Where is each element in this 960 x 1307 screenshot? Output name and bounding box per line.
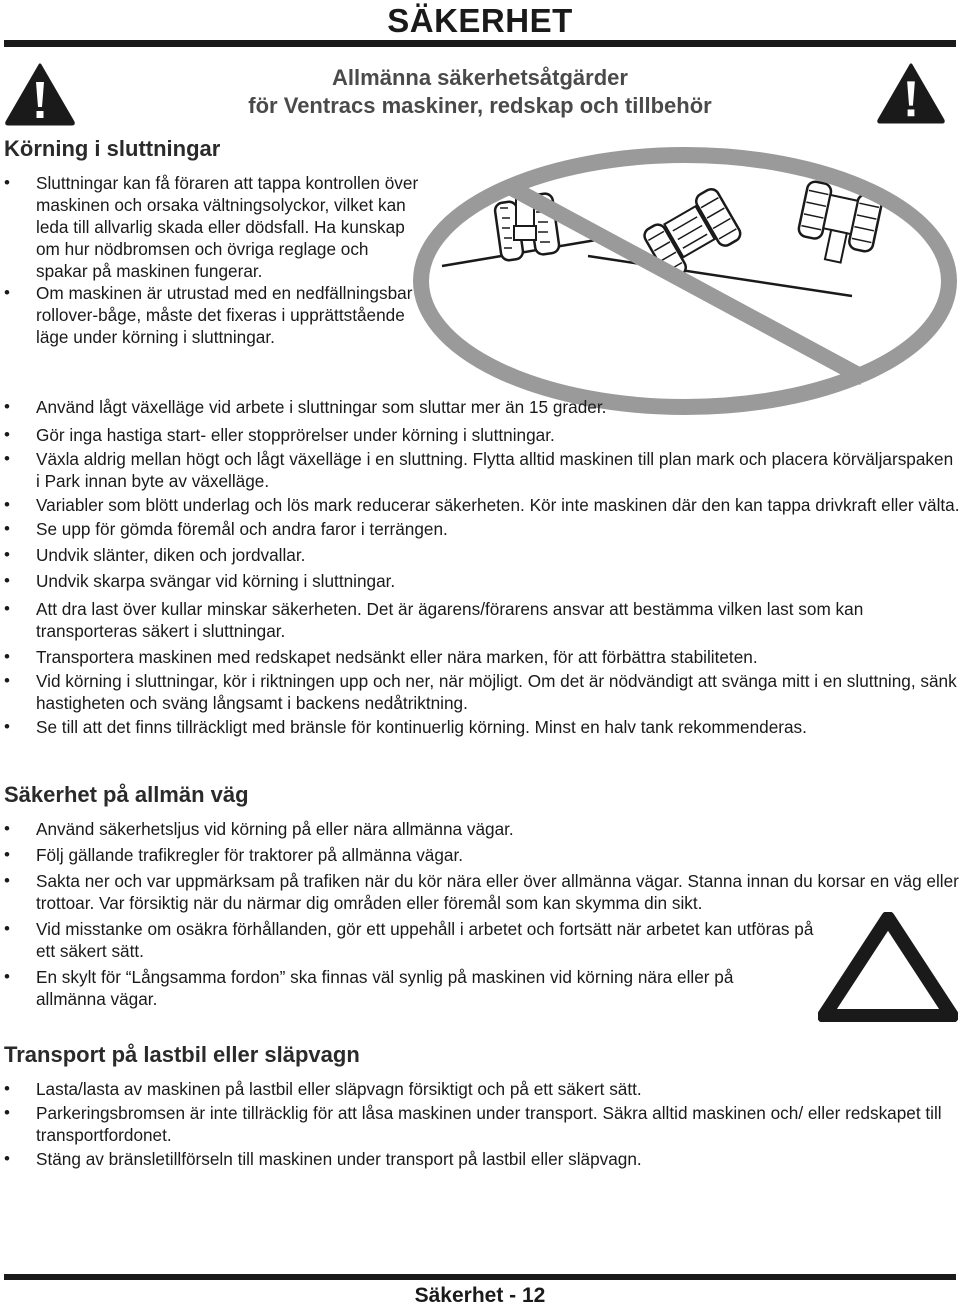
subtitle <box>150 64 810 120</box>
slopes-list <box>0 396 960 738</box>
list-item: • Sluttningar kan få föraren att tappa kontrollen över maskinen och orsaka vältningsolyckor, vilket kan leda till allvarlig skada eller dödsfall. Ha kunskap om hur nödbromsen och övriga reglage och spakar på maskinen fungerar. <box>0 172 420 282</box>
list-item: • Lasta/lasta av maskinen på lastbil eller släpvagn försiktigt och på ett säkert sätt. <box>0 1078 960 1100</box>
list-item: • Variabler som blött underlag och lös mark reducerar säkerheten. Kör inte maskinen där den kan tappa drivkraft eller välta. <box>0 494 960 516</box>
list-item: • Att dra last över kullar minskar säkerheten. Det är ägarens/förarens ansvar att bestämma vilken last som kan transporteras säkert i sluttningar. <box>0 598 960 642</box>
list-item: • Om maskinen är utrustad med en nedfällningsbar rollover-båge, måste det fixeras i upprättstående läge under körning i sluttningar. <box>0 282 420 348</box>
warning-triangle-icon <box>4 62 76 126</box>
list-item: • Undvik skarpa svängar vid körning i sluttningar. <box>0 570 960 592</box>
list-item: • Se till att det finns tillräckligt med bränsle för kontinuerlig körning. Minst en halv tank rekommenderas. <box>0 716 960 738</box>
list-item: • Undvik slänter, diken och jordvallar. <box>0 544 960 566</box>
list-item: • En skylt för “Långsamma fordon” ska finnas väl synlig på maskinen vid körning nära eller på allmänna vägar. <box>0 966 790 1010</box>
list-item: • Vid körning i sluttningar, kör i riktningen upp och ner, när möjligt. Om det är nödvändigt att svänga mitt i en sluttning, sänk hastigheten och sväng långsamt i backens nedåtriktning. <box>0 670 960 714</box>
list-item: • Stäng av bränsletillförseln till maskinen under transport på lastbil eller släpvagn. <box>0 1148 960 1170</box>
list-item: • Gör inga hastiga start- eller stopprörelser under körning i sluttningar. <box>0 424 960 446</box>
list-item: • Se upp för gömda föremål och andra faror i terrängen. <box>0 518 960 540</box>
slow-moving-vehicle-sign <box>818 912 958 1022</box>
list-item: • Växla aldrig mellan högt och lågt växelläge i en sluttning. Flytta alltid maskinen till plan mark och placera körväljarspaken i Park innan byte av växelläge. <box>0 448 960 492</box>
list-item: • Transportera maskinen med redskapet nedsänkt eller nära marken, för att förbättra stabiliteten. <box>0 646 960 668</box>
section-heading-transport: Transport på lastbil eller släpvagn <box>4 1042 360 1067</box>
subtitle-line-2: för Ventracs maskiner, redskap och tillbehör <box>248 93 712 118</box>
subtitle-line-1: Allmänna säkerhetsåtgärder <box>332 65 628 90</box>
no-slope-tractor-illustration <box>412 146 958 416</box>
slopes-list-narrow <box>0 172 420 348</box>
list-item: • Använd lågt växelläge vid arbete i sluttningar som sluttar mer än 15 grader. <box>0 396 960 418</box>
top-divider <box>4 40 956 47</box>
page-footer: Säkerhet - 12 <box>414 1284 546 1307</box>
list-item: • Parkeringsbromsen är inte tillräcklig för att låsa maskinen under transport. Säkra alltid maskinen och/ eller redskapet till transportfordonet. <box>0 1102 960 1146</box>
page-title: SÄKERHET <box>387 2 573 39</box>
list-item: • Följ gällande trafikregler för traktorer på allmänna vägar. <box>0 844 960 866</box>
public-road-list <box>0 818 960 1010</box>
warning-triangle-icon <box>876 62 946 124</box>
list-item: • Sakta ner och var uppmärksam på trafiken när du kör nära eller över allmänna vägar. Stanna innan du korsar en väg eller trottoar. Var försiktig när du närmar dig områden eller föremål som kan skymma din sikt. <box>0 870 960 914</box>
bottom-divider <box>4 1274 956 1280</box>
section-heading-public-road: Säkerhet på allmän väg <box>4 782 249 807</box>
list-item: • Vid misstanke om osäkra förhållanden, gör ett uppehåll i arbetet och fortsätt när arbetet kan utföras på ett säkert sätt. <box>0 918 820 962</box>
list-item: • Använd säkerhetsljus vid körning på eller nära allmänna vägar. <box>0 818 960 840</box>
section-heading-slopes: Körning i sluttningar <box>4 136 221 161</box>
transport-list <box>0 1078 960 1170</box>
